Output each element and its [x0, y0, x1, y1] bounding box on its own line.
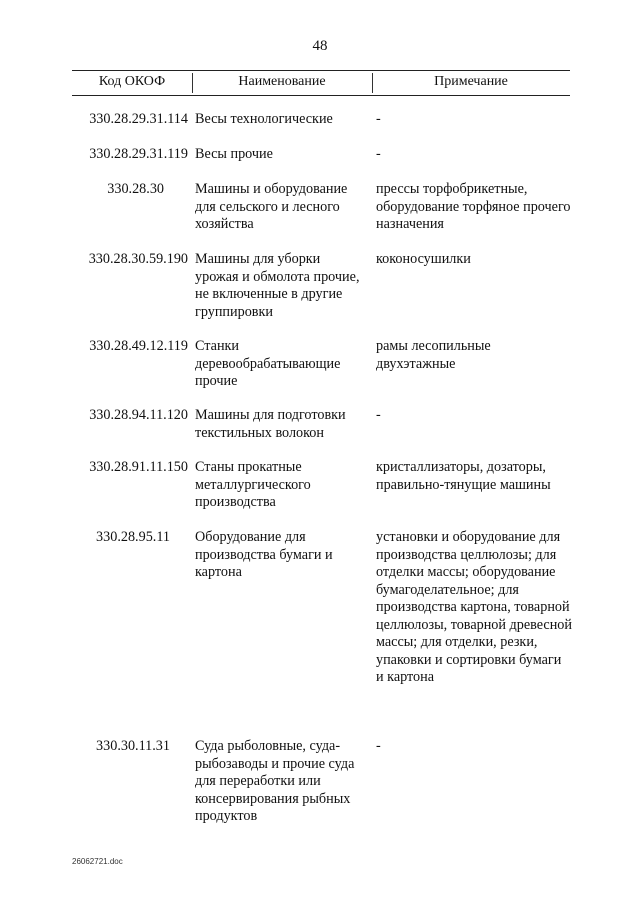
footer-filename: 26062721.doc — [72, 857, 123, 866]
page-number: 48 — [312, 38, 328, 54]
row-code: 330.28.49.12.119 — [89, 338, 188, 354]
header-note: Примечание — [434, 74, 508, 89]
row-name: Весы прочие — [195, 146, 273, 162]
row-note: - — [376, 407, 381, 423]
row-name: Суда рыболовные, суда-рыбозаводы и прочие суда для переработки или консервирования рыбных продуктов — [195, 738, 355, 824]
table-header — [72, 70, 570, 96]
row-note: рамы лесопильные двухэтажные — [376, 338, 491, 372]
row-name: Оборудование для производства бумаги и картона — [195, 529, 333, 580]
row-code: 330.28.30 — [107, 181, 164, 197]
row-note: кристаллизаторы, дозаторы, правильно-тянущие машины — [376, 459, 551, 493]
row-note: прессы торфобрикетные, оборудование торфяное прочего назначения — [376, 181, 571, 232]
row-name: Машины и оборудование для сельского и лесного хозяйства — [195, 181, 348, 232]
row-code: 330.28.30.59.190 — [88, 251, 188, 267]
row-note: - — [376, 738, 381, 754]
row-note: установки и оборудование для производства целлюлозы; для отделки массы; оборудование бумагоделательное; для производства картона, товарной целлюлозы, товарной древесной массы; для отделки, резки, упаковки и сортировки бумаги и картона — [376, 529, 572, 685]
row-name: Станы прокатные металлургического производства — [195, 459, 311, 510]
row-note: коконосушилки — [376, 251, 471, 267]
row-name: Станки деревообрабатывающие прочие — [195, 338, 341, 389]
row-code: 330.28.91.11.150 — [89, 459, 188, 475]
row-code: 330.28.95.11 — [96, 529, 170, 545]
row-name: Весы технологические — [195, 111, 333, 127]
row-code: 330.30.11.31 — [96, 738, 170, 754]
row-note: - — [376, 111, 381, 127]
row-code: 330.28.29.31.119 — [89, 146, 188, 162]
row-note: - — [376, 146, 381, 162]
row-name: Машины для подготовки текстильных волокон — [195, 407, 346, 441]
header-code: Код ОКОФ — [98, 74, 166, 89]
row-code: 330.28.94.11.120 — [89, 407, 188, 423]
header-name: Наименование — [238, 74, 326, 89]
row-name: Машины для уборки урожая и обмолота прочие, не включенные в другие группировки — [195, 251, 360, 320]
row-code: 330.28.29.31.114 — [89, 111, 188, 127]
